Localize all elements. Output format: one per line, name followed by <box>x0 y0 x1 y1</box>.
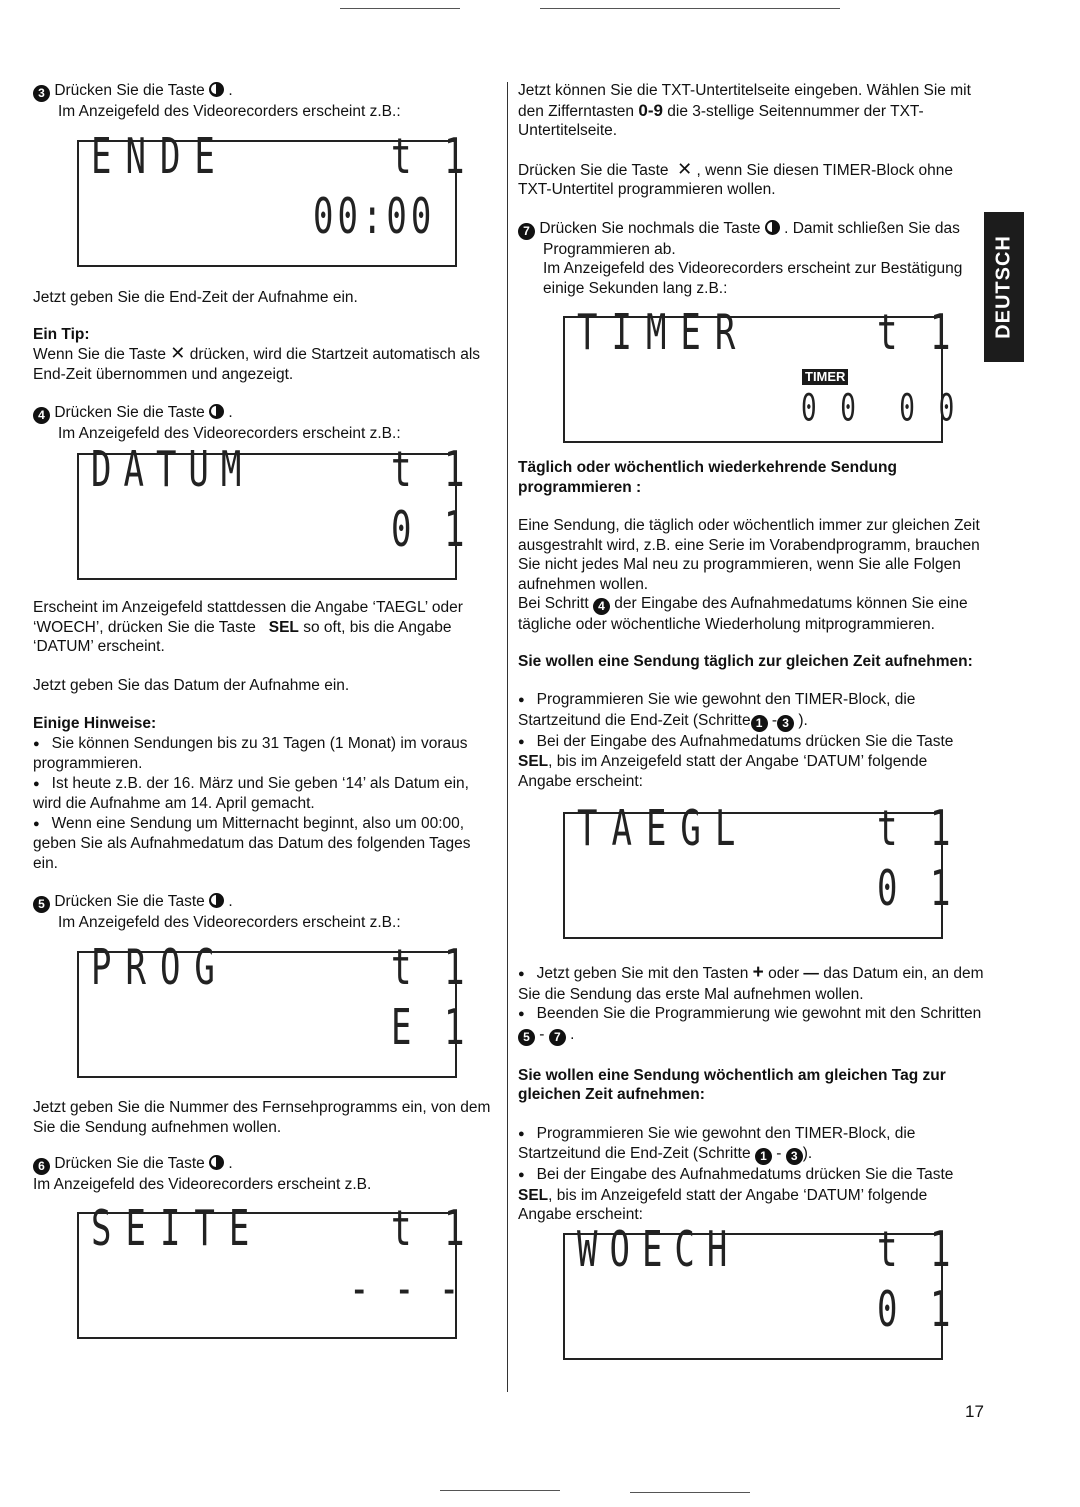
lcd-bottom-text: 00:00 <box>313 188 436 247</box>
lcd-channel: t 1 <box>877 800 957 859</box>
paragraph <box>518 594 984 635</box>
hints-title: Einige Hinweise: <box>33 715 157 732</box>
step-number: 5 <box>33 896 50 913</box>
paragraph <box>33 618 498 638</box>
language-tab <box>984 212 1024 362</box>
tip-title: Ein Tip: <box>33 325 90 343</box>
lcd-top-text: DATUM <box>91 441 254 500</box>
text: Beenden Sie die Programmierung wie gewohnt mit den Schritten <box>536 1005 982 1022</box>
minus-key-icon: — <box>803 965 819 982</box>
timer-key-icon <box>765 220 780 235</box>
timer-key-icon <box>209 404 224 419</box>
lcd-top-text: TAEGL <box>577 800 750 859</box>
step-6: 6 Drücken Sie die Taste . <box>33 1154 498 1175</box>
lcd-top-text: PROG <box>91 939 229 998</box>
step-text-line2: Im Anzeigefeld des Videorecorders erscheint z.B.: <box>58 425 401 442</box>
step-number: 3 <box>786 1148 803 1165</box>
lcd-bottom-text: - - - <box>349 1260 462 1319</box>
lcd-top-text: ENDE <box>91 128 229 187</box>
step-number: 6 <box>33 1158 50 1175</box>
step-number: 1 <box>755 1148 772 1165</box>
timer-key-icon <box>209 893 224 908</box>
step-text-line2: Im Anzeigefeld des Videorecorders erscheint z.B.: <box>58 914 401 931</box>
x-key-icon: ✕ <box>170 343 186 363</box>
step-text: Drücken Sie die Taste <box>54 82 205 99</box>
page-number: 17 <box>965 1402 984 1421</box>
step-number: 4 <box>33 407 50 424</box>
text: , bis im Anzeigefeld statt der Angabe ‘DATUM’ folgende Angabe erscheint: <box>518 1186 928 1223</box>
paragraph: Eine Sendung, die täglich oder wöchentlich immer zur gleichen Zeit ausgestrahlt wird, z.B. eine Serie im Vorabendprogramm, brauchen Sie nicht jedes Mal neu zu programmieren, wenn Sie alle Folgen aufnehmen wollen. <box>518 517 980 593</box>
paragraph: Erscheint im Anzeigefeld stattdessen die Angabe ‘TAEGL’ oder <box>33 599 463 616</box>
lcd-bottom-text: E 1 <box>391 999 471 1058</box>
bullet-item <box>518 963 984 1004</box>
step-text: Drücken Sie nochmals die Taste <box>539 219 761 237</box>
lcd-bottom-text: 0 1 <box>877 860 957 919</box>
lcd-display-ende <box>77 128 471 267</box>
step-3: 3 Drücken Sie die Taste . <box>33 81 498 102</box>
scan-line <box>340 8 460 9</box>
paragraph: ‘DATUM’ erscheint. <box>33 638 165 655</box>
step-text-line3: Im Anzeigefeld des Videorecorders erscheint zur Bestätigung <box>543 260 963 277</box>
right-column <box>518 81 984 298</box>
right-column-block-2 <box>518 458 984 791</box>
step-number: 7 <box>518 223 535 240</box>
language-tab-label: DEUTSCH <box>992 235 1015 339</box>
hint-item: ● Wenn eine Sendung um Mitternacht beginnt, also um 00:00, geben Sie als Aufnahmedatum das Datum des folgenden Tages ein. <box>33 814 498 874</box>
text: Programmieren Sie wie gewohnt den TIMER-Block, die Startzeitund die End-Zeit (Schritte <box>518 691 916 729</box>
left-column <box>33 81 498 122</box>
step-text-line2: Programmieren ab. <box>543 240 676 258</box>
text: Drücken Sie die Taste <box>518 161 669 179</box>
scan-line <box>440 1490 560 1491</box>
step-number: 4 <box>593 598 610 615</box>
bullet-item <box>518 1165 984 1225</box>
plus-key-icon: + <box>752 962 764 983</box>
lcd-channel: t 1 <box>877 1221 957 1280</box>
text: Programmieren Sie wie gewohnt den TIMER-Block, die Startzeitund die End-Zeit (Schritte <box>518 1124 916 1162</box>
step-text: . Damit schließen Sie das <box>784 219 960 237</box>
lcd-top-text: SEITE <box>91 1200 264 1259</box>
text: der Eingabe des Aufnahmedatums können Sie eine tägliche oder wöchentliche Wiederholung mitprogrammieren. <box>518 595 968 633</box>
text: das Datum ein, an dem Sie die Sendung das erste Mal aufnehmen wollen. <box>518 965 984 1003</box>
step-7 <box>518 219 984 240</box>
bullet-item: ● Programmieren Sie wie gewohnt den TIMER-Block, die Startzeitund die End-Zeit (Schritte 1 - 3 ). <box>518 1124 984 1166</box>
text: Bei der Eingabe des Aufnahmedatums drücken Sie die Taste <box>536 732 954 750</box>
text: Jetzt können Sie die TXT-Untertitelseite eingeben. Wählen Sie mit den Zifferntasten <box>518 82 971 120</box>
step-text: Drücken Sie die Taste <box>54 1155 205 1172</box>
tip-text-b: drücken, wird die Startzeit automatisch als <box>189 346 481 363</box>
sub-heading: Sie wollen eine Sendung täglich zur gleichen Zeit aufnehmen: <box>518 652 973 670</box>
step-text-line2: Im Anzeigefeld des Videorecorders erscheint z.B.: <box>58 103 401 120</box>
right-column-block-3 <box>518 963 984 1225</box>
paragraph <box>518 160 984 200</box>
bullet-item <box>518 732 984 792</box>
lcd-bottom-text: 0 0 0 0 <box>801 387 959 431</box>
step-5: 5 Drücken Sie die Taste . <box>33 892 498 913</box>
left-column-block-2 <box>33 288 498 444</box>
sel-key-label: SEL <box>518 1186 549 1204</box>
lcd-display-woech <box>563 1221 957 1360</box>
lcd-channel: t 1 <box>877 304 957 363</box>
lcd-bottom-text: 0 1 <box>877 1281 957 1340</box>
hint-item: ● Sie können Sendungen bis zu 31 Tagen (1 Monat) im voraus programmieren. <box>33 734 498 774</box>
step-number: 5 <box>518 1029 535 1046</box>
lcd-display-datum <box>77 441 471 580</box>
paragraph: Jetzt geben Sie die Nummer des Fernsehprogramms ein, von dem Sie die Sendung aufnehmen wollen. <box>33 1099 491 1136</box>
lcd-top-text: WOECH <box>577 1221 740 1280</box>
step-text-line4: einige Sekunden lang z.B.: <box>543 279 728 297</box>
left-column-block-3 <box>33 598 498 933</box>
paragraph: Jetzt geben Sie das Datum der Aufnahme ein. <box>33 676 350 694</box>
step-number: 1 <box>751 715 768 732</box>
lcd-channel: t 1 <box>391 1200 471 1259</box>
step-number: 3 <box>33 85 50 102</box>
text: Bei Schritt <box>518 595 589 612</box>
paragraph <box>518 81 984 141</box>
text: Jetzt geben Sie mit den Tasten <box>536 965 749 982</box>
timer-key-icon <box>209 82 224 97</box>
paragraph: Jetzt geben Sie die End-Zeit der Aufnahme ein. <box>33 289 358 306</box>
tip-text <box>33 344 498 365</box>
section-heading: Täglich oder wöchentlich wiederkehrende Sendung programmieren : <box>518 459 897 496</box>
column-divider <box>507 82 508 1392</box>
left-column-block-4 <box>33 1098 498 1195</box>
timer-key-icon <box>209 1155 224 1170</box>
text: so oft, bis die Angabe <box>303 618 452 636</box>
digit-keys-label: 0-9 <box>638 100 663 120</box>
scan-line <box>540 8 840 9</box>
scan-line <box>630 1492 750 1493</box>
sub-heading: Sie wollen eine Sendung wöchentlich am gleichen Tag zur gleichen Zeit aufnehmen: <box>518 1066 946 1103</box>
lcd-display-timer <box>563 304 959 443</box>
tip-text-a: Wenn Sie die Taste <box>33 346 166 363</box>
step-text-line2: Im Anzeigefeld des Videorecorders erscheint z.B. <box>33 1176 372 1193</box>
bullet-item: ● Beenden Sie die Programmierung wie gewohnt mit den Schritten5 - 7 . <box>518 1004 984 1046</box>
step-text: Drücken Sie die Taste <box>54 404 205 421</box>
step-number: 7 <box>549 1029 566 1046</box>
lcd-channel: t 1 <box>391 128 471 187</box>
text: , bis im Anzeigefeld statt der Angabe ‘DATUM’ folgende Angabe erscheint: <box>518 753 928 790</box>
sel-key-label: SEL <box>518 753 549 770</box>
step-number: 3 <box>777 715 794 732</box>
step-text: Drücken Sie die Taste <box>54 893 205 910</box>
text: Bei der Eingabe des Aufnahmedatums drücken Sie die Taste <box>536 1166 954 1183</box>
text: , wenn Sie diesen TIMER-Block ohne TXT-Untertitel programmieren wollen. <box>518 161 953 198</box>
tip-text-c: End-Zeit übernommen und angezeigt. <box>33 365 294 383</box>
step-4: 4 Drücken Sie die Taste . <box>33 403 498 424</box>
lcd-bottom-text: 0 1 <box>391 501 471 560</box>
text: die 3-stellige Seitennummer der TXT-Untertitelseite. <box>518 102 924 139</box>
lcd-display-taegl <box>563 800 957 939</box>
text: ‘WOECH’, drücken Sie die Taste <box>33 618 256 636</box>
lcd-top-text: TIMER <box>577 304 750 363</box>
lcd-channel: t 1 <box>391 939 471 998</box>
lcd-display-seite <box>77 1200 471 1339</box>
sel-key-label: SEL <box>268 618 299 636</box>
timer-badge: TIMER <box>802 369 848 385</box>
text: oder <box>768 965 800 982</box>
lcd-display-prog <box>77 939 471 1078</box>
bullet-item: ● Programmieren Sie wie gewohnt den TIMER-Block, die Startzeitund die End-Zeit (Schritte 1 - 3 ). <box>518 690 984 732</box>
hint-item: ● Ist heute z.B. der 16. März und Sie geben ‘14’ als Datum ein, wird die Aufnahme am 14. April gemacht. <box>33 774 498 814</box>
lcd-channel: t 1 <box>391 441 471 500</box>
x-key-icon: ✕ <box>677 158 693 179</box>
